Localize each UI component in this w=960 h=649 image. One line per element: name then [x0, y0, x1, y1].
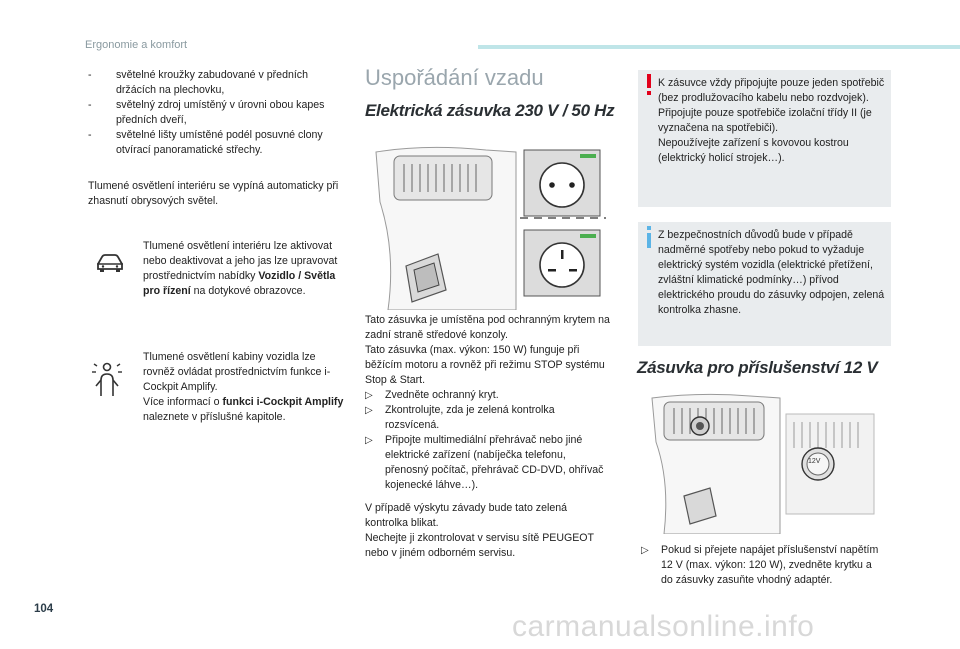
list-item: - světelné kroužky zabudované v předních držácích na plechovku,	[88, 69, 308, 96]
socket-12v-instruction	[641, 543, 881, 588]
section-title: Uspořádání vzadu	[365, 65, 544, 90]
socket-12v-illustration	[640, 392, 876, 534]
warning-box: K zásuvce vždy připojujte pouze jeden spotřebič (bez prodlužovacího kabelu nebo rozdvojek). Připojujte pouze spotřebiče izolační třídy II (je vyznačena na spotřebiči). Nepoužívejte zařízení s kovovou kostrou (elektrický holicí strojek…).	[638, 70, 891, 207]
step-item: ▷ Pokud si přejete napájet příslušenství napětím 12 V (max. výkon: 120 W), zvedněte krytku a do zásuvky zasuňte vhodný adaptér.	[641, 544, 879, 586]
warning-icon	[646, 74, 652, 92]
step-item: ▷ Zvedněte ochranný kryt.	[365, 389, 499, 401]
running-header: Ergonomie a komfort	[85, 39, 188, 51]
info-box: Z bezpečnostních důvodů bude v případě nadměrné spotřeby nebo pokud to vyžaduje elektrický systém vozidla (elektrické přetížení, zvláštní klimatické podmínky…) přívod elektrického proudu do zásuvky odpojen, zelená kontrolka zhasne.	[638, 222, 891, 346]
list-item: - světelný zdroj umístěný v úrovni obou kapes předních dveří,	[88, 99, 325, 126]
watermark: carmanualsonline.info	[512, 610, 815, 643]
step-item: ▷ Připojte multimediální přehrávač nebo jiné elektrické zařízení (nabíječka telefonu, přenosný počítač, přehrávač CD-DVD, ohřívač kojenecké láhve…).	[365, 434, 604, 491]
page-number: 104	[34, 603, 54, 615]
info-icon	[646, 226, 652, 246]
car-icon	[94, 252, 126, 274]
ambient-light-note: Tlumené osvětlení interiéru lze aktivovat nebo deaktivovat a jeho jas lze upravovat prostřednictvím nabídky Vozidlo / Světla pro řízení na dotykové obrazovce.	[143, 240, 338, 297]
subsection-title-12v: Zásuvka pro příslušenství 12 V	[637, 358, 878, 377]
i-cockpit-amplify-icon	[90, 360, 124, 398]
subsection-title-230v: Elektrická zásuvka 230 V / 50 Hz	[365, 101, 615, 120]
socket-12v-label: 12V	[808, 458, 821, 465]
step-item: ▷ Zkontrolujte, zda je zelená kontrolka rozsvícená.	[365, 404, 555, 431]
auto-off-paragraph: Tlumené osvětlení interiéru se vypíná automaticky při zhasnutí obrysových světel.	[88, 180, 339, 207]
socket-230v-description: Tato zásuvka je umístěna pod ochranným krytem na zadní straně středové konzoly. Tato zásuvka (max. výkon: 150 W) funguje při běžícím motoru a rovněž při režimu STOP systému Stop & Start. ▷ Zvedněte ochranný kryt. ▷ Zkontrolujte, zda je zelená kontrolka rozsvícená. ▷ Připojte multimediální přehrávač nebo jiné elektrické zařízení (nabíječka telefonu, přenosný počítač, přehrávač CD-DVD, ohřívač kojenecké láhve…). V případě výskytu závady bude tato zelená kontrolka blikat. Nechejte ji zkontrolovat v servisu sítě PEUGEOT nebo v jiném odborném servisu.	[365, 314, 610, 559]
cabin-light-note: Tlumené osvětlení kabiny vozidla lze rovněž ovládat prostřednictvím funkce i-Cockpit Amplify. Více informací o funkci i-Cockpit Amplify naleznete v příslušné kapitole.	[143, 351, 344, 423]
light-locations-list	[88, 68, 350, 158]
socket-230v-illustration	[366, 142, 606, 310]
list-item: - světelné lišty umístěné podél posuvné clony otvírací panoramatické střechy.	[88, 129, 323, 156]
header-accent-line	[478, 45, 960, 49]
